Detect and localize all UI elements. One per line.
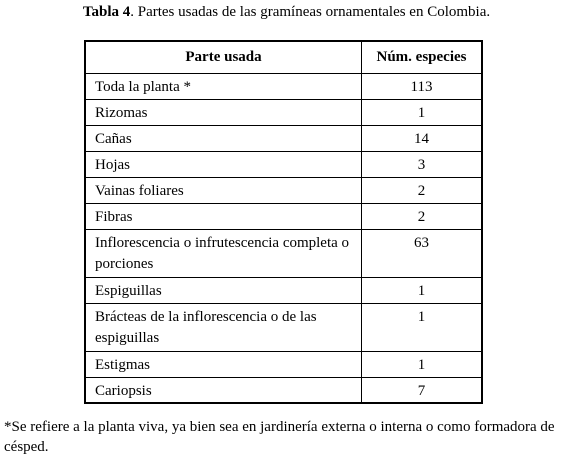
- count-cell: 14: [362, 125, 482, 151]
- part-cell: Fibras: [85, 203, 362, 229]
- species-parts-table: [84, 40, 483, 404]
- table-row: [85, 277, 482, 303]
- count-cell: 7: [362, 377, 482, 403]
- caption-text: Partes usadas de las gramíneas ornamentales en Colombia.: [137, 4, 491, 20]
- count-cell: 2: [362, 203, 482, 229]
- caption-separator: .: [130, 4, 138, 20]
- count-cell: 113: [362, 73, 482, 99]
- header-parte-usada: Parte usada: [85, 41, 362, 73]
- count-cell: 3: [362, 151, 482, 177]
- table-row: [85, 73, 482, 99]
- part-cell: Estigmas: [85, 351, 362, 377]
- table-row: [85, 177, 482, 203]
- table-row: [85, 351, 482, 377]
- table-row: [85, 99, 482, 125]
- table-row: [85, 125, 482, 151]
- table-footnote: *Se refiere a la planta viva, ya bien sea en jardinería externa o interna o como formadora de césped.: [4, 419, 555, 455]
- count-cell: 2: [362, 177, 482, 203]
- table-row: [85, 377, 482, 403]
- part-cell: Brácteas de la inflorescencia o de las espiguillas: [85, 303, 362, 351]
- part-cell: Inflorescencia o infrutescencia completa o porciones: [85, 229, 362, 277]
- caption-label: Tabla 4: [82, 4, 131, 20]
- part-cell: Espiguillas: [85, 277, 362, 303]
- table-header-row: [85, 41, 482, 73]
- part-cell: Hojas: [85, 151, 362, 177]
- table-row: [85, 229, 482, 277]
- count-cell: 1: [362, 303, 482, 351]
- part-cell: Rizomas: [85, 99, 362, 125]
- header-num-especies: Núm. especies: [362, 41, 482, 73]
- count-cell: 1: [362, 351, 482, 377]
- count-cell: 63: [362, 229, 482, 277]
- part-cell: Cañas: [85, 125, 362, 151]
- table-caption: [0, 4, 573, 21]
- table-row: [85, 303, 482, 351]
- count-cell: 1: [362, 99, 482, 125]
- part-cell: Cariopsis: [85, 377, 362, 403]
- table-row: [85, 203, 482, 229]
- part-cell: Toda la planta *: [85, 73, 362, 99]
- table-row: [85, 151, 482, 177]
- count-cell: 1: [362, 277, 482, 303]
- part-cell: Vainas foliares: [85, 177, 362, 203]
